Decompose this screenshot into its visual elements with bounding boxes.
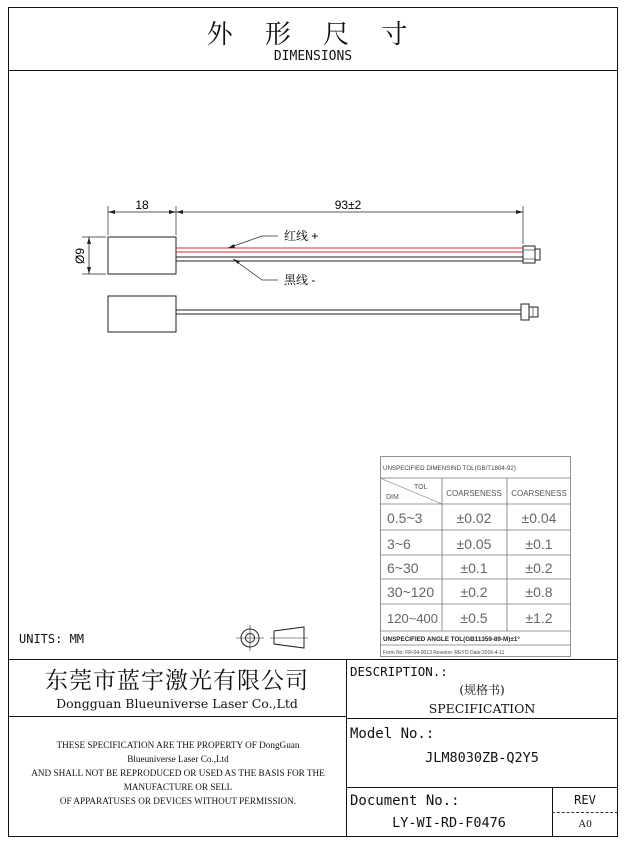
units-label: UNITS: MM bbox=[19, 632, 85, 646]
dim-cable-label: 93±2 bbox=[334, 198, 362, 212]
tol-row-v1: ±0.05 bbox=[456, 536, 492, 552]
tol-header-col2: COARSENESS bbox=[511, 489, 567, 498]
company-name-en: Dongguan Blueuniverse Laser Co.,Ltd bbox=[56, 696, 298, 711]
tol-header-tol: TOL bbox=[414, 484, 428, 491]
tol-row-dim: 3~6 bbox=[387, 536, 411, 552]
laser-body-top bbox=[108, 237, 176, 274]
notice-line: AND SHALL NOT BE REPRODUCED OR USED AS THE BASIS FOR THE bbox=[31, 768, 325, 778]
tol-row-v1: ±0.5 bbox=[460, 610, 488, 626]
black-wire-label: 黑线 - bbox=[284, 273, 316, 287]
connector-side bbox=[521, 304, 529, 320]
tolerance-table bbox=[380, 456, 572, 658]
rev-dashed-line bbox=[552, 812, 618, 813]
tol-row-v2: ±0.04 bbox=[521, 510, 557, 526]
tol-row-v1: ±0.1 bbox=[460, 560, 488, 576]
tol-row-dim: 6~30 bbox=[387, 560, 419, 576]
tol-angle: UNSPECIFIED ANGLE TOL(GB11359-89-M)±1° bbox=[383, 636, 520, 643]
rev-label: REV bbox=[574, 793, 596, 807]
property-notice bbox=[14, 738, 342, 808]
description-label: DESCRIPTION.: bbox=[350, 664, 448, 679]
notice-line: OF APPARATUSES OR DEVICES WITHOUT PERMISSION. bbox=[59, 796, 297, 806]
title-block-top bbox=[8, 659, 618, 660]
description-cn: (规格书) bbox=[459, 683, 505, 697]
tol-row-v1: ±0.02 bbox=[456, 510, 492, 526]
tol-form-info: Form No: FR-04-0013 Revelon: REYO Date:2016-4-11 bbox=[383, 650, 505, 656]
tol-row-dim: 120~400 bbox=[387, 611, 438, 626]
tol-row-dim: 30~120 bbox=[387, 584, 435, 600]
dim-body-label: 18 bbox=[135, 198, 149, 212]
tol-row-v2: ±0.8 bbox=[525, 584, 553, 600]
notice-line: MANUFACTURE OR SELL bbox=[123, 782, 233, 792]
tol-row-dim: 0.5~3 bbox=[387, 510, 423, 526]
tol-header-col1: COARSENESS bbox=[446, 489, 502, 498]
model-number: JLM8030ZB-Q2Y5 bbox=[425, 750, 539, 766]
company-name-cn: 东莞市蓝宇激光有限公司 bbox=[45, 668, 309, 694]
desc-divider bbox=[346, 718, 618, 719]
notice-line: THESE SPECIFICATION ARE THE PROPERTY OF DongGuan bbox=[56, 740, 300, 750]
laser-body-side bbox=[108, 296, 176, 332]
tol-row-v1: ±0.2 bbox=[460, 584, 488, 600]
tol-row-v2: ±0.2 bbox=[525, 560, 553, 576]
tol-row-v2: ±0.1 bbox=[525, 536, 553, 552]
dim-diameter-label: Ø9 bbox=[73, 247, 87, 265]
model-divider bbox=[346, 787, 618, 788]
projection-symbol-icon bbox=[236, 625, 308, 651]
title-english: DIMENSIONS bbox=[273, 49, 353, 64]
model-label: Model No.: bbox=[350, 726, 435, 742]
rev-value: A0 bbox=[578, 818, 592, 830]
company-divider bbox=[8, 716, 346, 717]
tol-table-title: UNSPECIFIED DIMENSIND TOL(GB/T1804-92) bbox=[383, 465, 516, 472]
description-en: SPECIFICATION bbox=[428, 701, 536, 716]
tol-row-v2: ±1.2 bbox=[525, 610, 553, 626]
document-label: Document No.: bbox=[350, 793, 460, 809]
tol-header-dim: DIM bbox=[386, 494, 399, 501]
document-number: LY-WI-RD-F0476 bbox=[392, 815, 506, 831]
title-chinese: 外 形 尺 寸 bbox=[206, 20, 420, 50]
red-wire-label: 红线 + bbox=[284, 229, 319, 243]
connector-top bbox=[523, 246, 535, 263]
notice-line: Blueuniverse Laser Co.,Ltd bbox=[127, 754, 229, 764]
